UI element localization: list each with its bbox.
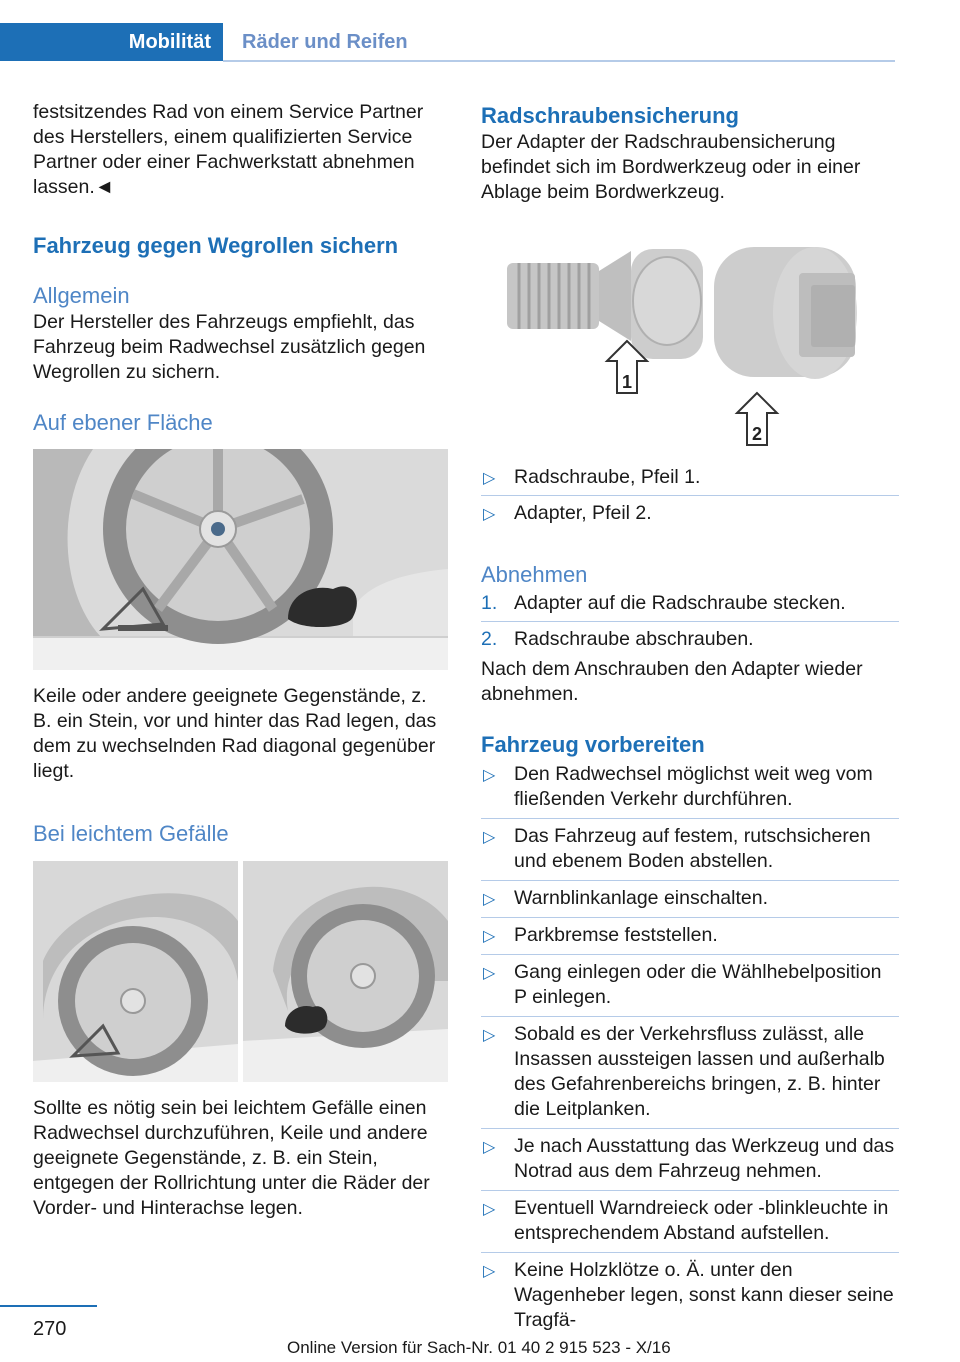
section-label: Mobilität	[128, 30, 211, 53]
triangle-bullet-icon: ▷	[483, 506, 496, 523]
lock-heading: Radschraubensicherung	[481, 103, 739, 128]
list-item	[481, 759, 899, 818]
triangle-bullet-icon: ▷	[483, 1263, 496, 1280]
flat-ground-svg	[33, 449, 448, 670]
list-item	[481, 1252, 899, 1333]
flat-heading: Auf ebener Fläche	[33, 410, 213, 435]
page-header	[0, 0, 960, 64]
triangle-bullet-icon: ▷	[483, 891, 496, 908]
figure-label-2: 2	[751, 424, 763, 444]
page-number: 270	[33, 1318, 67, 1340]
prepare-list	[481, 759, 899, 1333]
flat-ground-illustration	[33, 449, 448, 670]
list-item	[481, 1016, 899, 1128]
adapter-icon	[714, 247, 857, 379]
prepare-item-text: Parkbremse feststellen.	[514, 924, 718, 946]
triangle-bullet-icon: ▷	[483, 965, 496, 982]
prepare-item-text: Keine Holzklötze o. Ä. unter den Wagenheber legen, sonst kann dieser seine Tragfä-	[514, 1259, 894, 1331]
general-heading: Allgemein	[33, 283, 130, 308]
triangle-bullet-icon: ▷	[483, 767, 496, 784]
intro-text: festsitzendes Rad von einem Service Partner des Herstellers, einem qualifizierten Service Partner oder einer Fachwerkstatt abnehmen lassen.◄	[33, 101, 424, 198]
prepare-item-text: Sobald es der Verkehrsfluss zulässt, alle Insassen aussteigen lassen und außerhalb des Gefahrenbereichs bringen, z. B. hinter die Leitplanken.	[514, 1023, 885, 1120]
bolt-icon	[507, 249, 703, 359]
triangle-bullet-icon: ▷	[483, 1139, 496, 1156]
slope-heading: Bei leichtem Gefälle	[33, 821, 229, 846]
list-item	[481, 621, 899, 657]
flat-text: Keile oder andere geeignete Gegenstände, z. B. ein Stein, vor und hinter das Rad legen, das dem zu wechselnden Rad diagonal gegenüber liegt.	[33, 685, 437, 782]
general-text: Der Hersteller des Fahrzeugs empfiehlt, das Fahrzeug beim Radwechsel zusätzlich gegen Wegrollen zu sichern.	[33, 311, 426, 383]
list-item	[481, 818, 899, 880]
triangle-bullet-icon: ▷	[483, 1201, 496, 1218]
list-item	[481, 461, 899, 495]
list-item	[481, 589, 899, 621]
prepare-item-text: Gang einlegen oder die Wählhebelposition P einlegen.	[514, 961, 882, 1008]
footer-rule	[0, 1305, 97, 1307]
header-rule	[223, 60, 895, 62]
lock-text: Der Adapter der Radschraubensicherung befindet sich im Bordwerkzeug oder in einer Ablage beim Bordwerkzeug.	[481, 131, 861, 203]
list-item	[481, 954, 899, 1016]
triangle-bullet-icon: ▷	[483, 470, 496, 487]
prepare-heading: Fahrzeug vorbereiten	[481, 732, 705, 757]
section-tab	[0, 23, 223, 61]
chapter-label: Räder und Reifen	[242, 30, 408, 53]
wheel-lock-svg	[481, 231, 899, 461]
prepare-item-text: Warnblinkanlage einschalten.	[514, 887, 769, 909]
prepare-item-text: Den Radwechsel möglichst weit weg vom fließenden Verkehr durchführen.	[514, 763, 873, 810]
left-column	[33, 100, 448, 1221]
triangle-bullet-icon: ▷	[483, 829, 496, 846]
step-2-text: Radschraube abschrauben.	[514, 628, 754, 650]
list-item	[481, 1128, 899, 1190]
prepare-item-text: Je nach Ausstattung das Werkzeug und das Notrad aus dem Fahrzeug nehmen.	[514, 1135, 895, 1182]
step-number: 1.	[481, 592, 498, 614]
prepare-item-text: Das Fahrzeug auf festem, rutschsicheren und ebenem Boden abstellen.	[514, 825, 871, 872]
list-item	[481, 1190, 899, 1252]
slope-illustration	[33, 861, 448, 1082]
prepare-item-text: Eventuell Warndreieck oder -blinkleuchte in entsprechendem Abstand aufstellen.	[514, 1197, 889, 1244]
triangle-bullet-icon: ▷	[483, 1027, 496, 1044]
right-column	[481, 100, 899, 1333]
slope-text: Sollte es nötig sein bei leichtem Gefälle einen Radwechsel durchzuführen, Keile und andere geeignete Gegenstände, z. B. ein Stein, entgegen der Rollrichtung unter die Räder der Vorder- und Hinterachse legen.	[33, 1097, 430, 1219]
list-item	[481, 495, 899, 531]
parts-list	[481, 461, 899, 531]
slope-svg	[33, 861, 448, 1082]
remove-note: Nach dem Anschrauben den Adapter wieder abnehmen.	[481, 658, 863, 705]
footer-version: Online Version für Sach-Nr. 01 40 2 915 523 - X/16	[287, 1338, 671, 1357]
step-number: 2.	[481, 628, 498, 650]
triangle-bullet-icon: ▷	[483, 928, 496, 945]
step-1-text: Adapter auf die Radschraube stecken.	[514, 592, 846, 614]
remove-heading: Abnehmen	[481, 562, 588, 587]
part-2: Adapter, Pfeil 2.	[514, 502, 652, 524]
list-item	[481, 917, 899, 954]
chapter-tab	[242, 23, 408, 61]
list-item	[481, 880, 899, 917]
remove-steps	[481, 589, 899, 657]
part-1: Radschraube, Pfeil 1.	[514, 466, 701, 488]
figure-label-1: 1	[621, 372, 633, 392]
wheel-lock-figure	[481, 231, 899, 461]
section-title: Fahrzeug gegen Wegrollen sichern	[33, 233, 399, 258]
